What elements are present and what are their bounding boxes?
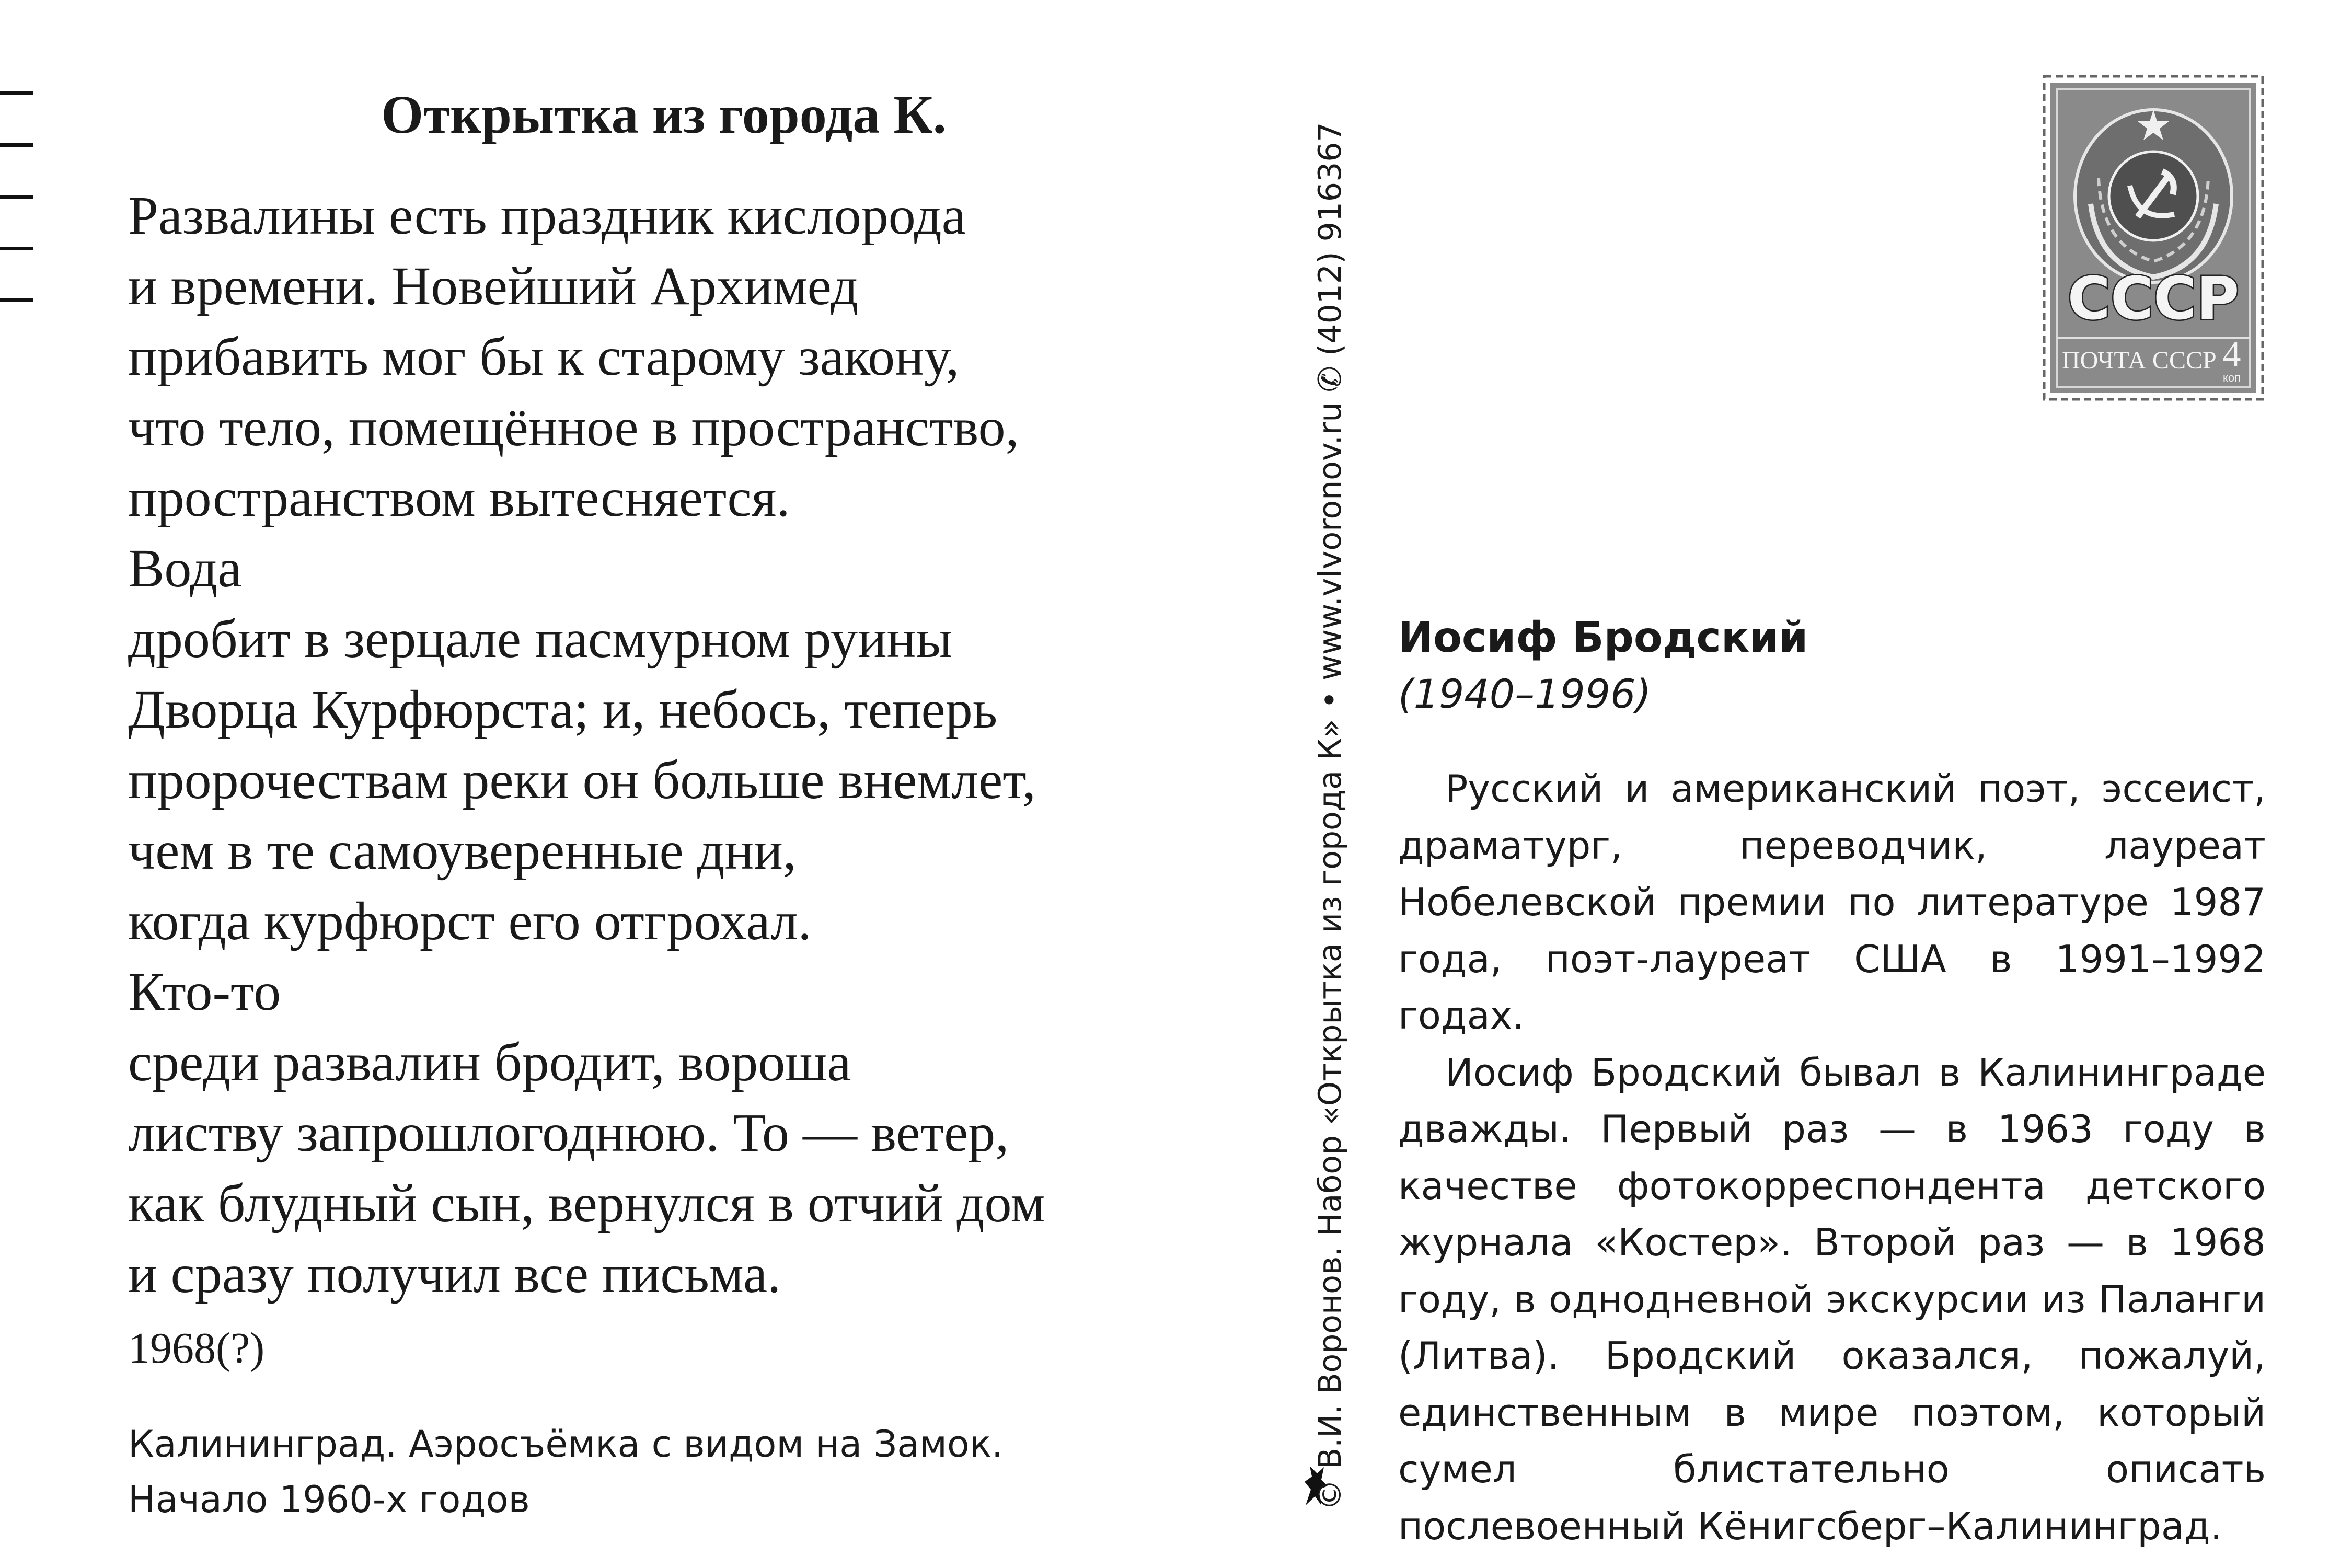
poem-line: Развалины есть праздник кислорода xyxy=(128,186,966,246)
edge-mark xyxy=(0,91,33,95)
bio-paragraph: Русский и американский поэт, эссеист, драматург, переводчик, лауреат Нобелевской премии по литературе 1987 года, поэт-лауреат США в 1991–1992 годах. xyxy=(1398,767,2266,1037)
poem-line: и сразу получил все письма. xyxy=(128,1244,781,1304)
stamp-unit: коп xyxy=(2222,371,2241,384)
bio-paragraph: Иосиф Бродский бывал в Калининграде дважды. Первый раз — в 1963 году в качестве фотокорреспондента детского журнала «Костер». Второй раз — в 1968 году, в однодневной экскурсии из Паланги (Литва). Бродский оказался, пожалуй, единственным в мире поэтом, который сумел блистательно описать послевоенный Кёнигсберг–Калининград. xyxy=(1398,1050,2266,1548)
poem-line: Дворца Курфюрста; и, небось, теперь xyxy=(128,679,998,740)
poem-line: Вода xyxy=(128,538,242,598)
edge-mark xyxy=(0,298,33,302)
soviet-emblem-icon xyxy=(2075,110,2232,282)
author-name: Иосиф Бродский xyxy=(1398,613,1808,662)
caption-line: Начало 1960-х годов xyxy=(128,1478,530,1521)
poem-line: когда курфюрст его отгрохал. xyxy=(128,891,812,951)
postage-stamp xyxy=(2041,73,2266,402)
poem-title: Открытка из города К. xyxy=(381,85,947,145)
edge-mark xyxy=(0,143,33,147)
poem-line: что тело, помещённое в пространство, xyxy=(128,397,1019,457)
caption-line: Калининград. Аэросъёмка с видом на Замок. xyxy=(128,1423,1004,1466)
edge-mark xyxy=(0,247,33,250)
stamp-postal-text: ПОЧТА СССР xyxy=(2062,347,2217,374)
photo-caption xyxy=(128,1416,1003,1527)
poem-line: как блудный сын, вернулся в отчий дом xyxy=(128,1173,1045,1233)
publisher-credit: © В.И. Воронов. Набор «Открытка из города К» • www.vlvoronov.ru ✆ (4012) 916367 xyxy=(1312,122,1348,1511)
edge-marks xyxy=(0,91,42,350)
poem-line: Кто-то xyxy=(128,962,281,1022)
poem-line: среди развалин бродит, вороша xyxy=(128,1032,851,1092)
poem-line: пространством вытесняется. xyxy=(128,468,790,528)
edge-mark xyxy=(0,195,33,199)
author-bio xyxy=(1398,760,2266,1554)
poem-body xyxy=(128,180,1288,1309)
poem-year: 1968(?) xyxy=(128,1324,265,1373)
poem-line: чем в те самоуверенные дни, xyxy=(128,821,797,881)
poem-line: дробит в зерцале пасмурном руины xyxy=(128,609,953,669)
poem-line: листву запрошлогоднюю. То — ветер, xyxy=(128,1103,1009,1163)
poem-line: пророчествам реки он больше внемлет, xyxy=(128,750,1036,810)
poem-line: прибавить мог бы к старому закону, xyxy=(128,327,960,387)
stamp-value: 4 xyxy=(2222,334,2241,374)
stamp-country: СССР xyxy=(2067,265,2240,333)
poem-line: и времени. Новейший Архимед xyxy=(128,256,859,316)
author-years: (1940–1996) xyxy=(1398,671,1652,717)
